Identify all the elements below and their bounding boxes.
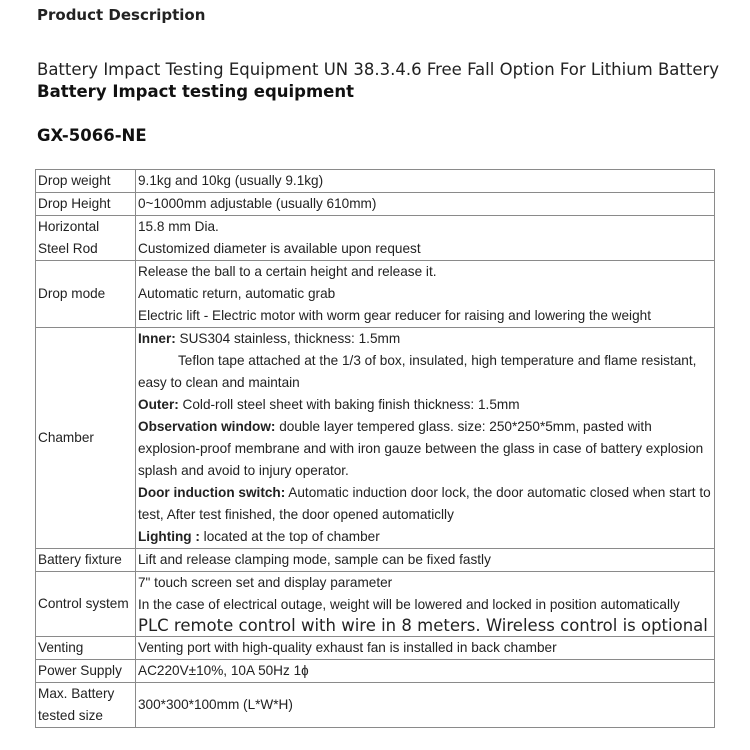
row-value: 9.1kg and 10kg (usually 9.1kg) — [136, 170, 715, 193]
row-label: Venting — [36, 637, 136, 660]
table-row — [36, 170, 715, 193]
model-number: GX-5066-NE — [37, 126, 147, 145]
row-label: Battery fixture — [36, 549, 136, 572]
row-label: Drop mode — [36, 261, 136, 328]
table-row — [36, 193, 715, 216]
table-row — [36, 637, 715, 660]
row-value: AC220V±10%, 10A 50Hz 1ɸ — [136, 660, 715, 683]
row-label: Power Supply — [36, 660, 136, 683]
table-row — [36, 549, 715, 572]
row-value: Venting port with high-quality exhaust fan is installed in back chamber — [136, 637, 715, 660]
row-label: Drop weight — [36, 170, 136, 193]
row-label: Chamber — [36, 328, 136, 549]
row-value: 15.8 mm Dia. Customized diameter is available upon request — [136, 216, 715, 261]
table-row — [36, 683, 715, 728]
row-value: Lift and release clamping mode, sample can be fixed fastly — [136, 549, 715, 572]
table-row — [36, 328, 715, 549]
spec-table — [35, 169, 715, 728]
product-bold-title: Battery Impact testing equipment — [37, 82, 354, 101]
table-row — [36, 660, 715, 683]
row-label: Max. Battery tested size — [36, 683, 136, 728]
table-row — [36, 572, 715, 637]
row-value: 7" touch screen set and display parameter In the case of electrical outage, weight will be lowered and locked in position automatically PLC remote control with wire in 8 meters. Wireless control is optional — [136, 572, 715, 637]
row-label: Control system — [36, 572, 136, 637]
row-label: Horizontal Steel Rod — [36, 216, 136, 261]
table-row — [36, 216, 715, 261]
section-heading: Product Description — [37, 6, 206, 24]
table-row — [36, 261, 715, 328]
row-label: Drop Height — [36, 193, 136, 216]
row-value: Inner: SUS304 stainless, thickness: 1.5mm Teflon tape attached at the 1/3 of box, insulated, high temperature and flame resistant, easy to clean and maintain Outer: Cold-roll steel sheet with baking finish thickness: 1.5mm Observation window: double layer tempered glass. size: 250*250*5mm, pasted with explosion-proof membrane and with iron gauze between the glass in case of battery explosion splash and avoid to injury operator. Door induction switch: Automatic induction door lock, the door automatic closed when start to test, After test finished, the door opened automaticlly Lighting : located at the top of chamber — [136, 328, 715, 549]
product-subtitle: Battery Impact Testing Equipment UN 38.3.4.6 Free Fall Option For Lithium Battery — [37, 60, 720, 79]
row-value: Release the ball to a certain height and release it. Automatic return, automatic grab Electric lift - Electric motor with worm gear reducer for raising and lowering the weight — [136, 261, 715, 328]
row-value: 300*300*100mm (L*W*H) — [136, 683, 715, 728]
row-value: 0~1000mm adjustable (usually 610mm) — [136, 193, 715, 216]
